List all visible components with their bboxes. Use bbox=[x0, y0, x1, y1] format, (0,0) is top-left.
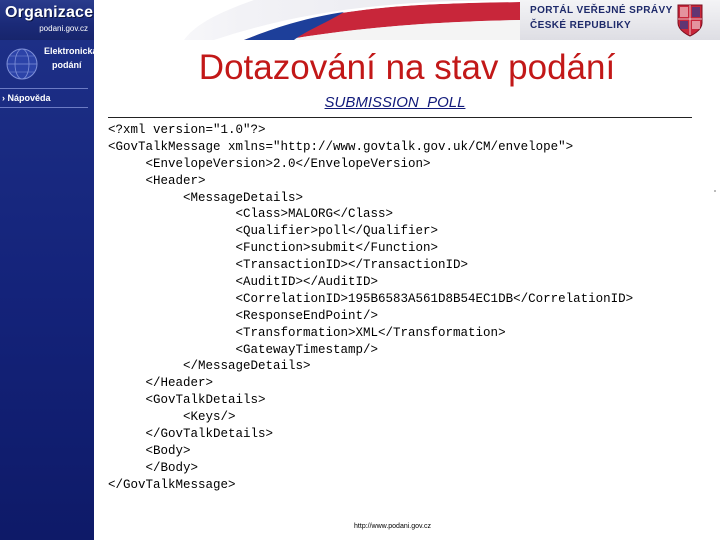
code-line: <?xml version="1.0"?> bbox=[108, 123, 266, 137]
code-line: </MessageDetails> bbox=[108, 359, 311, 374]
xml-code-block bbox=[108, 122, 708, 494]
code-line: <Header> bbox=[108, 173, 206, 188]
nav-divider bbox=[0, 107, 88, 108]
code-line: <GovTalkDetails> bbox=[108, 393, 266, 408]
flag-wave-icon bbox=[94, 0, 520, 40]
code-line: <Function>submit</Function> bbox=[108, 241, 439, 256]
code-line: </Body> bbox=[108, 460, 199, 475]
code-line: <GovTalkMessage xmlns="http://www.govtalk.gov.uk/CM/envelope"> bbox=[108, 139, 574, 154]
code-line: <AuditID></AuditID> bbox=[108, 275, 379, 290]
decorative-dot bbox=[714, 190, 716, 192]
organization-logo[interactable] bbox=[0, 0, 94, 40]
organization-subtitle: podani.gov.cz bbox=[39, 24, 88, 33]
portal-title-line1: PORTÁL VEŘEJNÉ SPRÁVY bbox=[530, 5, 673, 16]
code-line: <MessageDetails> bbox=[108, 190, 304, 205]
code-line: </GovTalkDetails> bbox=[108, 427, 274, 442]
code-line: </Header> bbox=[108, 376, 214, 391]
state-emblem-icon bbox=[676, 3, 704, 37]
portal-title-line2: ČESKÉ REPUBLIKY bbox=[530, 20, 632, 31]
code-line: <Class>MALORG</Class> bbox=[108, 207, 394, 222]
code-line: <Transformation>XML</Transformation> bbox=[108, 325, 506, 340]
page-title: Dotazování na stav podání bbox=[198, 48, 616, 87]
nav-divider bbox=[0, 88, 88, 89]
organization-title: Organizace bbox=[5, 4, 94, 21]
title-divider bbox=[108, 117, 692, 118]
e-filing-logo-text[interactable] bbox=[44, 44, 98, 72]
footer-link[interactable]: http://www.podani.gov.cz bbox=[354, 523, 431, 530]
logo-line1: Elektronická bbox=[44, 46, 98, 56]
code-line: <GatewayTimestamp/> bbox=[108, 342, 379, 357]
flag-ribbon-graphic bbox=[94, 0, 520, 40]
code-line: <CorrelationID>195B6583A561D8B54EC1DB</CorrelationID> bbox=[108, 291, 634, 306]
code-line: <EnvelopeVersion>2.0</EnvelopeVersion> bbox=[108, 156, 431, 171]
code-line: <Qualifier>poll</Qualifier> bbox=[108, 224, 439, 239]
code-line: <ResponseEndPoint/> bbox=[108, 308, 379, 323]
code-line: <TransactionID></TransactionID> bbox=[108, 258, 469, 273]
top-banner bbox=[0, 0, 720, 40]
logo-line2: podání bbox=[52, 60, 82, 70]
sidebar-item-help[interactable]: › Nápověda bbox=[2, 93, 51, 103]
code-line: <Keys/> bbox=[108, 410, 236, 425]
sidebar bbox=[0, 40, 98, 540]
page-subtitle: SUBMISSION_POLL bbox=[324, 94, 466, 111]
code-line: </GovTalkMessage> bbox=[108, 477, 236, 492]
code-line: <Body> bbox=[108, 443, 191, 458]
